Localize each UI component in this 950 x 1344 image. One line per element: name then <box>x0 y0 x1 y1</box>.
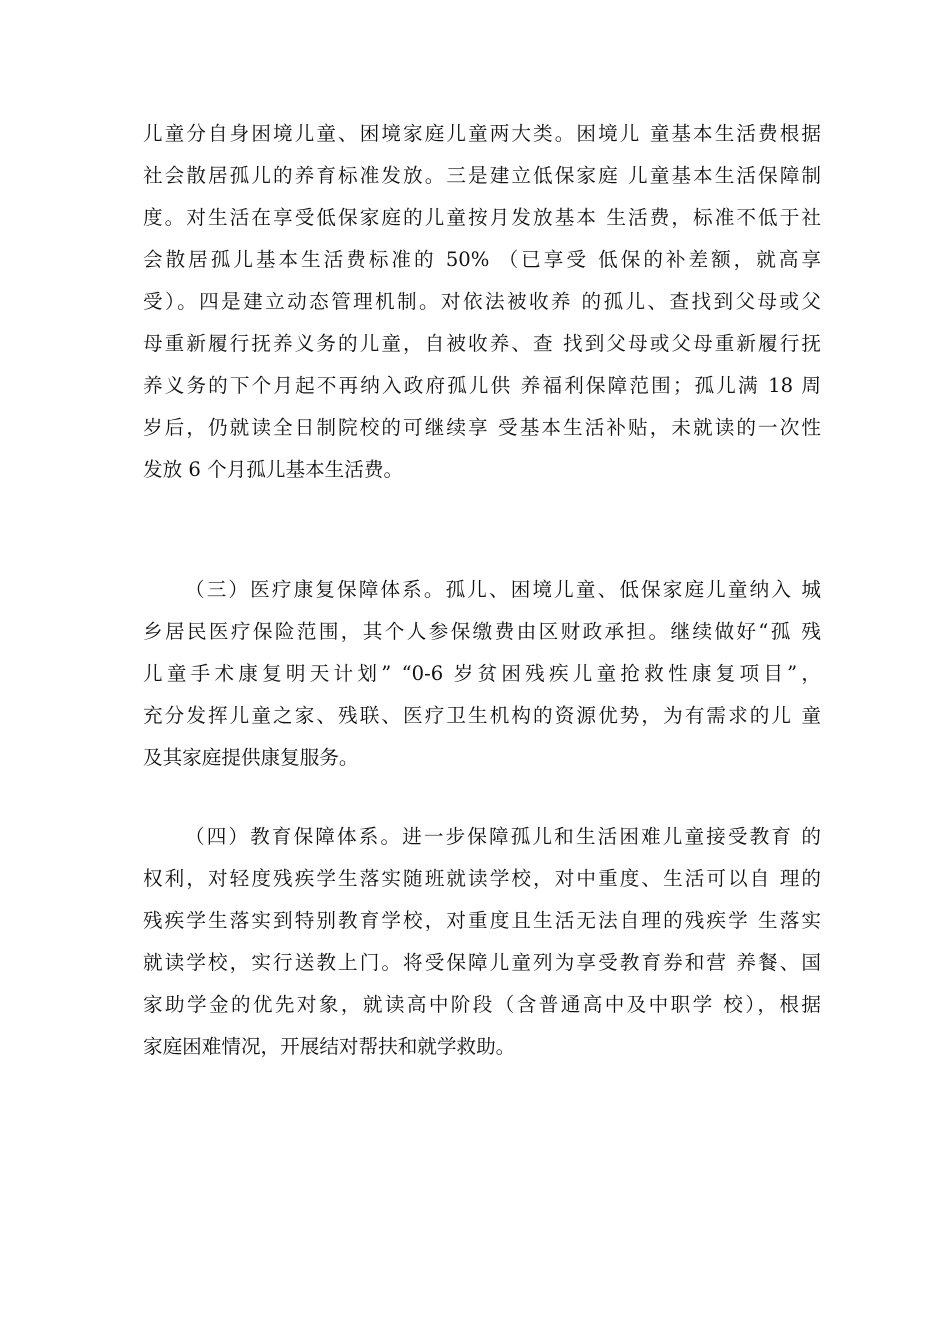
text-line: 受）。四是建立动态管理机制。对依法被收养 的孤儿、查找到父母或父 <box>143 290 821 313</box>
text-line: 残疾学生落实到特别教育学校，对重度且生活无法自理的残疾学 生落实 <box>143 909 821 932</box>
text-line: 及其家庭提供康复服务。 <box>143 746 359 769</box>
text-line: 儿童手术康复明天计划” “0-6 岁贫困残疾儿童抢救性康复项目”， <box>143 662 821 685</box>
paragraph-education-guarantee <box>143 816 821 1068</box>
text-line: 度。对生活在享受低保家庭的儿童按月发放基本 生活费，标准不低于社 <box>143 206 821 229</box>
text-line: （三）医疗康复保障体系。孤儿、困境儿童、低保家庭儿童纳入 城 <box>185 578 821 601</box>
text-line: 乡居民医疗保险范围，其个人参保缴费由区财政承担。继续做好“孤 残 <box>143 620 821 643</box>
text-line: 家助学金的优先对象，就读高中阶段（含普通高中及中职学 校），根据 <box>143 993 821 1016</box>
text-line: 就读学校，实行送教上门。将受保障儿童列为享受教育券和营 养餐、国 <box>143 951 821 974</box>
text-line: 家庭困难情况，开展结对帮扶和就学救助。 <box>143 1035 516 1058</box>
paragraph-basic-living-guarantee <box>143 113 821 491</box>
text-line: 会散居孤儿基本生活费标准的 50% （已享受 低保的补差额，就高享 <box>143 248 821 271</box>
text-line: 养义务的下个月起不再纳入政府孤儿供 养福利保障范围；孤儿满 18 周 <box>143 374 821 397</box>
text-line: 母重新履行抚养义务的儿童，自被收养、查 找到父母或父母重新履行抚 <box>143 332 821 355</box>
text-line: 岁后，仍就读全日制院校的可继续享 受基本生活补贴，未就读的一次性 <box>143 416 821 439</box>
text-line: （四）教育保障体系。进一步保障孤儿和生活困难儿童接受教育 的 <box>185 825 821 848</box>
text-line: 权利，对轻度残疾学生落实随班就读学校，对中重度、生活可以自 理的 <box>143 867 821 890</box>
text-line: 社会散居孤儿的养育标准发放。三是建立低保家庭 儿童基本生活保障制 <box>143 164 821 187</box>
text-line: 发放 6 个月孤儿基本生活费。 <box>143 458 404 481</box>
paragraph-medical-rehabilitation <box>143 569 821 779</box>
text-line: 儿童分自身困境儿童、困境家庭儿童两大类。困境儿 童基本生活费根据 <box>143 122 821 145</box>
text-line: 充分发挥儿童之家、残联、医疗卫生机构的资源优势，为有需求的儿 童 <box>143 704 821 727</box>
